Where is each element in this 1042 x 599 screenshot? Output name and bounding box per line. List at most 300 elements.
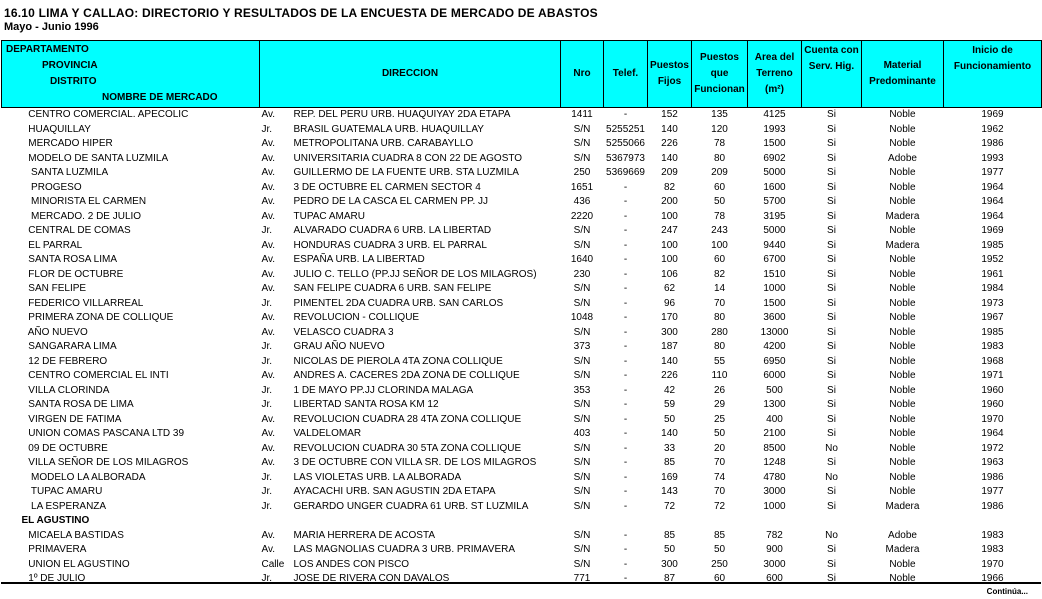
start-year: 1983 (981, 529, 1004, 541)
address: UNIVERSITARIA CUADRA 8 CON 22 DE AGOSTO (293, 152, 523, 164)
address: REVOLUCION - COLLIQUE (293, 312, 420, 323)
header-puestos-fijos: Puestos Fijos (648, 41, 692, 108)
phone: - (623, 500, 628, 512)
phone: - (623, 370, 628, 381)
phone: - (623, 457, 628, 468)
start-year: 1971 (981, 370, 1004, 381)
hygiene-service: Si (827, 254, 836, 265)
indent-cell (2, 355, 24, 370)
hygiene-service: Si (827, 355, 836, 367)
table-row (2, 210, 1042, 225)
street-type: Av. (261, 283, 276, 294)
land-area: 1500 (763, 297, 786, 309)
address: 1 DE MAYO PP.JJ CLORINDA MALAGA (293, 384, 474, 396)
address: LAS MAGNOLIAS CUADRA 3 URB. PRIMAVERA (293, 544, 516, 555)
phone: - (623, 486, 628, 497)
header-location (2, 41, 260, 108)
market-name: MODELO LA ALBORADA (25, 471, 146, 483)
phone: - (623, 355, 628, 367)
start-year: 1968 (981, 355, 1004, 367)
working-stalls: 250 (711, 558, 728, 570)
start-year: 1986 (981, 471, 1004, 483)
hygiene-service: Si (827, 123, 836, 135)
working-stalls: 70 (713, 297, 726, 309)
fixed-stalls: 87 (663, 573, 676, 584)
street-type: Jr. (261, 341, 273, 352)
market-name: LA ESPERANZA (25, 500, 107, 512)
page-subtitle: Mayo - Junio 1996 (4, 21, 99, 33)
street-number: 1651 (570, 181, 594, 193)
street-number: S/N (573, 399, 591, 410)
working-stalls: 20 (713, 442, 726, 454)
indent-cell (2, 137, 24, 152)
address: JOSE DE RIVERA CON DAVALOS (293, 573, 450, 584)
street-type: Av. (261, 254, 276, 265)
start-year: 1967 (981, 312, 1004, 323)
continued-note: Continúa... (986, 587, 1028, 596)
header-distrito: DISTRITO (50, 76, 97, 87)
land-area: 1993 (763, 123, 786, 135)
working-stalls: 100 (711, 239, 728, 251)
address: LAS VIOLETAS URB. LA ALBORADA (293, 471, 462, 483)
address: VALDELOMAR (293, 428, 362, 439)
street-number: S/N (573, 442, 591, 454)
material: Noble (889, 196, 916, 207)
material: Noble (889, 109, 916, 120)
table-row (2, 239, 1042, 254)
material: Noble (889, 558, 916, 570)
market-name: VIRGEN DE FATIMA (25, 413, 122, 425)
material: Noble (889, 573, 916, 584)
street-type: Av. (261, 109, 276, 120)
street-type: Calle (261, 558, 285, 570)
street-number: 771 (573, 573, 591, 584)
address: PEDRO DE LA CASCA EL CARMEN PP. JJ (293, 196, 489, 207)
land-area: 6902 (763, 152, 786, 164)
market-name: EL PARRAL (25, 239, 83, 251)
material: Madera (885, 210, 920, 222)
material: Noble (889, 384, 916, 396)
working-stalls: 55 (713, 355, 726, 367)
hygiene-service: Si (827, 544, 836, 555)
phone: 5255066 (606, 138, 645, 149)
street-number: S/N (573, 152, 591, 164)
indent-cell (2, 558, 24, 573)
phone: - (623, 544, 628, 555)
hygiene-service: Si (827, 225, 836, 236)
fixed-stalls: 140 (661, 355, 678, 367)
hygiene-service: Si (827, 268, 836, 280)
start-year: 1952 (981, 254, 1004, 265)
phone: - (623, 210, 628, 222)
working-stalls: 120 (711, 123, 728, 135)
street-type: Av. (261, 529, 276, 541)
indent-cell (2, 195, 24, 210)
indent-cell (2, 152, 24, 167)
hygiene-service: Si (827, 167, 836, 178)
address: TUPAC AMARU (293, 210, 365, 222)
street-type: Jr. (261, 384, 273, 396)
indent-cell (2, 456, 24, 471)
fixed-stalls: 140 (661, 428, 678, 439)
material: Madera (885, 544, 920, 555)
market-name: SANTA ROSA DE LIMA (25, 399, 134, 410)
street-type: Jr. (261, 471, 273, 483)
working-stalls: 60 (713, 181, 726, 193)
hygiene-service: Si (827, 297, 836, 309)
land-area: 8500 (763, 442, 786, 454)
table-row (2, 253, 1042, 268)
land-area: 3000 (763, 558, 786, 570)
fixed-stalls: 170 (661, 312, 678, 323)
start-year: 1962 (981, 123, 1004, 135)
land-area: 4125 (763, 109, 786, 120)
fixed-stalls: 50 (663, 413, 676, 425)
address: PIMENTEL 2DA CUADRA URB. SAN CARLOS (293, 297, 504, 309)
fixed-stalls: 33 (663, 442, 676, 454)
phone: - (623, 558, 628, 570)
market-name: FEDERICO VILLARREAL (25, 297, 144, 309)
street-type: Jr. (261, 500, 273, 512)
hygiene-service: Si (827, 196, 836, 207)
material: Noble (889, 457, 916, 468)
header-nro: Nro (561, 41, 604, 108)
start-year: 1993 (981, 152, 1004, 164)
street-number: S/N (573, 123, 591, 135)
phone: - (623, 268, 628, 280)
land-area: 400 (766, 413, 783, 425)
street-number: 2220 (570, 210, 594, 222)
street-type: Jr. (261, 573, 273, 584)
hygiene-service: Si (827, 486, 836, 497)
land-area: 9440 (763, 239, 786, 251)
working-stalls: 209 (711, 167, 728, 178)
address: HONDURAS CUADRA 3 URB. EL PARRAL (293, 239, 487, 251)
phone: - (623, 428, 628, 439)
indent-cell (2, 311, 24, 326)
land-area: 4200 (763, 341, 786, 352)
indent-cell (2, 384, 24, 399)
street-type: Av. (261, 544, 276, 555)
street-type: Av. (261, 326, 276, 338)
fixed-stalls: 143 (661, 486, 678, 497)
table-row (2, 166, 1042, 181)
street-number: S/N (573, 225, 591, 236)
table-row (2, 558, 1042, 573)
phone: - (623, 283, 628, 294)
street-type: Jr. (261, 123, 273, 135)
address: REVOLUCION CUADRA 30 5TA ZONA COLLIQUE (293, 442, 522, 454)
indent-cell (2, 572, 24, 587)
market-name: 09 DE OCTUBRE (25, 442, 108, 454)
street-number: 353 (573, 384, 591, 396)
street-number: 230 (573, 268, 591, 280)
fixed-stalls: 85 (663, 529, 676, 541)
start-year: 1966 (981, 573, 1004, 584)
land-area: 1248 (763, 457, 786, 468)
indent-cell (2, 123, 24, 138)
phone: - (623, 471, 628, 483)
working-stalls: 29 (713, 399, 726, 410)
table-row (2, 224, 1042, 239)
header-nombre: NOMBRE DE MERCADO (102, 92, 218, 103)
address: BRASIL GUATEMALA URB. HUAQUILLAY (293, 123, 484, 135)
phone: - (623, 239, 628, 251)
table-row (2, 398, 1042, 413)
hygiene-service: Si (827, 428, 836, 439)
street-number: S/N (573, 138, 591, 149)
table-row (2, 297, 1042, 312)
working-stalls: 60 (713, 573, 726, 584)
street-number: S/N (573, 297, 591, 309)
street-type: Av. (261, 196, 276, 207)
hygiene-service: Si (827, 210, 836, 222)
address: VELASCO CUADRA 3 (293, 326, 394, 338)
phone: - (623, 442, 628, 454)
table-row (2, 137, 1042, 152)
street-number: S/N (573, 544, 591, 555)
working-stalls: 280 (711, 326, 728, 338)
table-row (2, 456, 1042, 471)
street-type: Av. (261, 442, 276, 454)
market-name: MERCADO. 2 DE JULIO (25, 210, 142, 222)
market-name: MERCADO HIPER (25, 138, 113, 149)
material: Noble (889, 123, 916, 135)
material: Noble (889, 341, 916, 352)
street-type: Av. (261, 167, 276, 178)
street-type: Jr. (261, 297, 273, 309)
phone: - (623, 413, 628, 425)
address: SAN FELIPE CUADRA 6 URB. SAN FELIPE (293, 283, 492, 294)
land-area: 5000 (763, 167, 786, 178)
land-area: 1600 (763, 181, 786, 193)
indent-cell (2, 427, 24, 442)
table-row (2, 369, 1042, 384)
start-year: 1977 (981, 486, 1004, 497)
start-year: 1964 (981, 181, 1004, 193)
start-year: 1983 (981, 341, 1004, 352)
start-year: 1977 (981, 167, 1004, 178)
material: Noble (889, 471, 916, 483)
phone: - (623, 312, 628, 323)
header-departamento: DEPARTAMENTO (6, 44, 89, 55)
street-number: S/N (573, 558, 591, 570)
phone: 5367973 (606, 152, 645, 164)
table-body (2, 108, 1042, 587)
market-name: 12 DE FEBRERO (25, 355, 108, 367)
working-stalls: 50 (713, 428, 726, 439)
fixed-stalls: 100 (661, 254, 678, 265)
street-number: 250 (573, 167, 591, 178)
material: Madera (885, 500, 920, 512)
market-name: UNION EL AGUSTINO (25, 558, 130, 570)
hygiene-service: Si (827, 152, 836, 164)
table-row (2, 195, 1042, 210)
start-year: 1985 (981, 326, 1004, 338)
table-row (2, 152, 1042, 167)
phone: - (623, 341, 628, 352)
bottom-rule (1, 582, 1041, 584)
table-row (2, 384, 1042, 399)
address: MARIA HERRERA DE ACOSTA (293, 529, 436, 541)
working-stalls: 74 (713, 471, 726, 483)
material: Noble (889, 268, 916, 280)
header-puestos-funcionan: Puestos que Funcionan (692, 41, 748, 108)
table-row (2, 340, 1042, 355)
address: ESPAÑA URB. LA LIBERTAD (293, 254, 425, 265)
street-number: S/N (573, 500, 591, 512)
market-name: UNION COMAS PASCANA LTD 39 (25, 428, 185, 439)
working-stalls: 243 (711, 225, 728, 236)
street-type: Av. (261, 370, 276, 381)
market-name: SANTA LUZMILA (25, 167, 109, 178)
phone: - (623, 109, 628, 120)
material: Noble (889, 297, 916, 309)
fixed-stalls: 100 (661, 239, 678, 251)
hygiene-service: Si (827, 500, 836, 512)
fixed-stalls: 226 (661, 370, 678, 381)
working-stalls: 26 (713, 384, 726, 396)
indent-cell (2, 369, 24, 384)
hygiene-service: Si (827, 181, 836, 193)
material: Noble (889, 181, 916, 193)
header-telef: Telef. (604, 41, 648, 108)
street-type: Av. (261, 312, 276, 323)
street-type: Av. (261, 457, 276, 468)
material: Noble (889, 138, 916, 149)
header-area: Area del Terreno (m²) (748, 41, 802, 108)
hygiene-service: Si (827, 239, 836, 251)
street-number: S/N (573, 471, 591, 483)
land-area: 600 (766, 573, 783, 584)
start-year: 1964 (981, 428, 1004, 439)
indent-cell (2, 543, 24, 558)
table-row (2, 413, 1042, 428)
hygiene-service: No (825, 529, 838, 541)
phone: 5369669 (606, 167, 645, 178)
land-area: 1000 (763, 283, 786, 294)
indent-cell (2, 210, 24, 225)
fixed-stalls: 140 (661, 123, 678, 135)
land-area: 1000 (763, 500, 786, 512)
street-type: Av. (261, 138, 276, 149)
working-stalls: 70 (713, 486, 726, 497)
table-row (2, 268, 1042, 283)
header-provincia: PROVINCIA (42, 60, 98, 71)
start-year: 1986 (981, 500, 1004, 512)
address: 3 DE OCTUBRE EL CARMEN SECTOR 4 (293, 181, 481, 193)
address: ANDRES A. CACERES 2DA ZONA DE COLLIQUE (293, 370, 520, 381)
address: LIBERTAD SANTA ROSA KM 12 (293, 399, 439, 410)
table-row (2, 311, 1042, 326)
header-material: Material Predominante (862, 41, 944, 108)
material: Adobe (888, 152, 917, 164)
start-year: 1970 (981, 413, 1004, 425)
table-row (2, 529, 1042, 544)
indent-cell (2, 224, 24, 239)
working-stalls: 72 (713, 500, 726, 512)
market-name: MINORISTA EL CARMEN (25, 196, 147, 207)
land-area: 6000 (763, 370, 786, 381)
land-area: 500 (766, 384, 783, 396)
phone: - (623, 529, 628, 541)
fixed-stalls: 140 (661, 152, 678, 164)
start-year: 1960 (981, 384, 1004, 396)
street-type: Av. (261, 413, 276, 425)
working-stalls: 80 (713, 312, 726, 323)
market-name: PRIMAVERA (25, 544, 87, 555)
indent-cell (2, 297, 24, 312)
hygiene-service: Si (827, 399, 836, 410)
fixed-stalls: 106 (661, 268, 678, 280)
indent-cell (2, 471, 24, 486)
start-year: 1970 (981, 558, 1004, 570)
working-stalls: 60 (713, 254, 726, 265)
start-year: 1972 (981, 442, 1004, 454)
indent-cell (2, 500, 24, 515)
land-area: 3195 (763, 210, 786, 222)
working-stalls: 110 (711, 370, 728, 381)
indent-cell (2, 398, 24, 413)
working-stalls: 80 (713, 341, 726, 352)
start-year: 1969 (981, 225, 1004, 236)
hygiene-service: No (825, 442, 838, 454)
market-name: SANTA ROSA LIMA (25, 254, 118, 265)
address: JULIO C. TELLO (PP.JJ SEÑOR DE LOS MILAGROS) (293, 268, 537, 280)
address: REP. DEL PERU URB. HUAQUIYAY 2DA ETAPA (293, 109, 511, 120)
land-area: 6700 (763, 254, 786, 265)
fixed-stalls: 100 (661, 210, 678, 222)
street-type: Av. (261, 428, 276, 439)
start-year: 1973 (981, 297, 1004, 309)
indent-cell (2, 268, 24, 283)
fixed-stalls: 247 (661, 225, 678, 236)
start-year: 1960 (981, 399, 1004, 410)
table-row (2, 500, 1042, 515)
street-number: 1640 (570, 254, 594, 265)
fixed-stalls: 226 (661, 138, 678, 149)
market-name: CENTRO COMERCIAL EL INTI (25, 370, 169, 381)
fixed-stalls: 300 (661, 558, 678, 570)
phone: - (623, 254, 628, 265)
street-number: S/N (573, 370, 591, 381)
material: Noble (889, 254, 916, 265)
table-row (2, 543, 1042, 558)
hygiene-service: Si (827, 341, 836, 352)
fixed-stalls: 169 (661, 471, 678, 483)
indent-cell (2, 181, 24, 196)
table-row (2, 282, 1042, 297)
street-type: Jr. (261, 486, 273, 497)
material: Noble (889, 312, 916, 323)
material: Noble (889, 399, 916, 410)
hygiene-service: Si (827, 109, 836, 120)
table-row (2, 181, 1042, 196)
market-name: MICAELA BASTIDAS (25, 529, 124, 541)
working-stalls: 80 (713, 152, 726, 164)
header-direccion: DIRECCION (260, 41, 561, 108)
street-number: S/N (573, 457, 591, 468)
land-area: 1500 (763, 138, 786, 149)
market-name: TUPAC AMARU (25, 486, 103, 497)
table-row (2, 572, 1042, 587)
working-stalls: 50 (713, 544, 726, 555)
street-number: 436 (573, 196, 591, 207)
market-name: PROGESO (25, 181, 82, 193)
indent-cell (2, 413, 24, 428)
phone: - (623, 181, 628, 193)
address: LOS ANDES CON PISCO (293, 558, 410, 570)
